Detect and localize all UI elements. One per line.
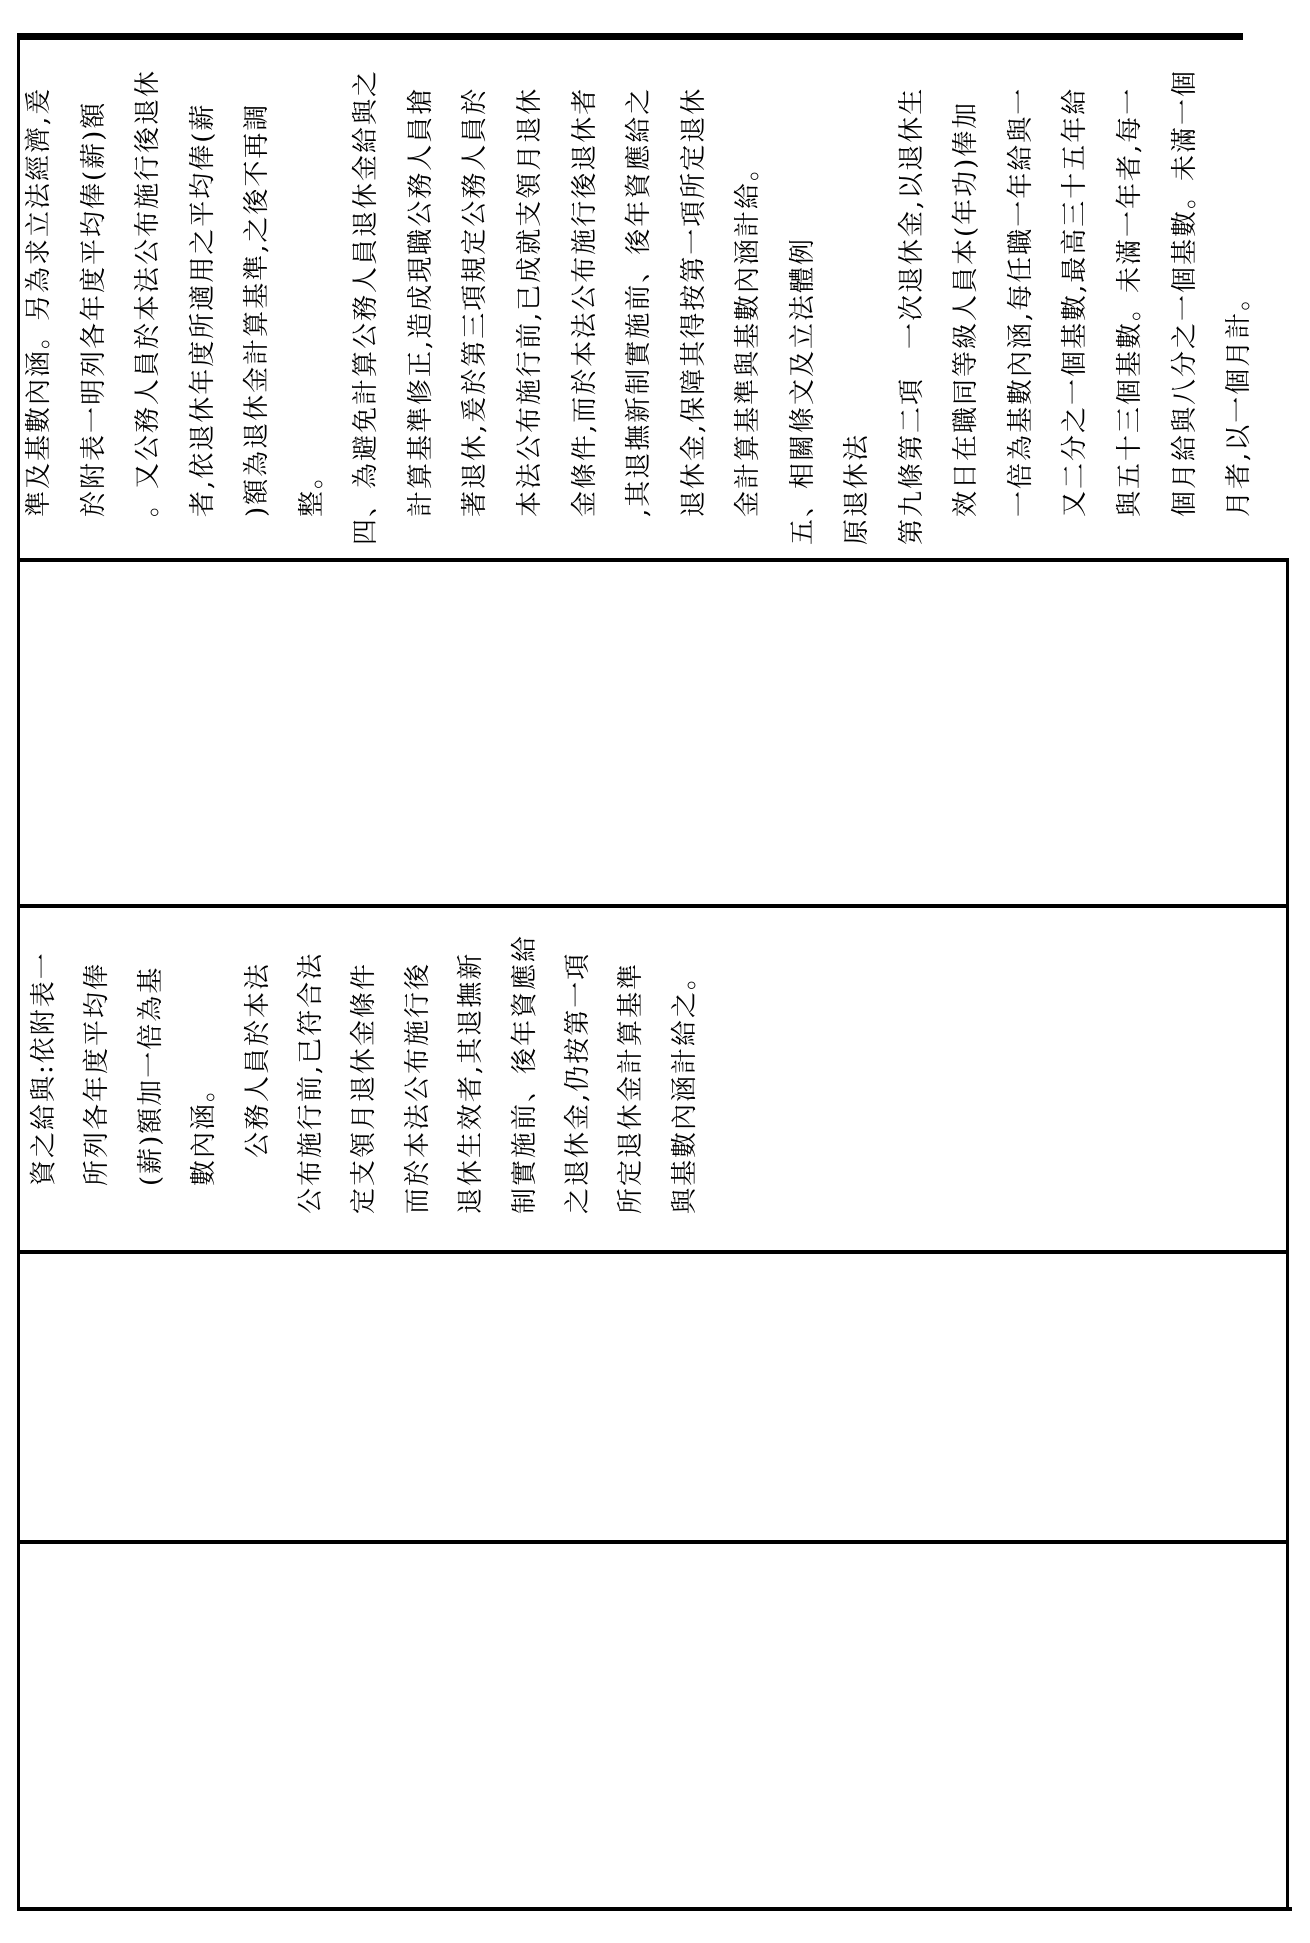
explanation-column [0, 33, 1310, 562]
explanation-line: )額為退休金計算基準,之後不再調 [242, 102, 273, 517]
explanation-line: 月者,以一個月計。 [1224, 282, 1255, 517]
explanation-line: 與五十三個基數。未滿一年者,每一 [1115, 86, 1145, 517]
explanation-line: 本法公布施行前,已成就支領月退休 [514, 86, 545, 517]
provision-line: 制實施前、後年資應給 [509, 933, 540, 1214]
explanation-line: 四、為避免計算公務人員退休金給與之 [351, 68, 382, 545]
provision-line: 公務人員於本法 [242, 961, 273, 1158]
table-cell-empty-1 [0, 1544, 1310, 1907]
explanation-line: 原退休法 [842, 432, 873, 545]
provision-line: 資之給與:依附表一 [29, 951, 59, 1186]
explanation-line: 著退休,爰於第三項規定公務人員於 [460, 86, 491, 517]
explanation-line: 第九條第二項 一次退休金,以退休生 [896, 86, 927, 545]
explanation-line: 五、相關條文及立法體例 [787, 236, 818, 545]
explanation-line: 效日在職同等級人員本(年功)俸加 [951, 100, 982, 517]
provision-line: 退休生效者,其退撫新 [456, 951, 487, 1214]
explanation-line: 者,依退休年度所適用之平均俸(薪 [187, 102, 218, 517]
explanation-line: 又二分之一個基數,最高三十五年給 [1060, 86, 1091, 517]
explanation-line: 整。 [296, 460, 327, 517]
provision-column [0, 908, 1310, 1254]
explanation-line: 準及基數內涵。另為求立法經濟,爰 [24, 86, 54, 517]
explanation-line: 金計算基準與基數內涵計給。 [733, 152, 764, 517]
provision-line: 數內涵。 [189, 1073, 220, 1186]
explanation-line: 於附表一明列各年度平均俸(薪)額 [78, 100, 109, 517]
table-border-left [17, 1907, 1292, 1911]
table-cell-empty-3 [0, 562, 1310, 904]
explanation-line: ,其退撫新制實施前、後年資應給之 [624, 86, 655, 517]
explanation-line: 退休金,保障其得按第一項所定退休 [678, 86, 709, 517]
provision-line: 公布施行前,已符合法 [296, 951, 326, 1214]
provision-line: 定支領月退休金條件 [349, 961, 380, 1214]
provision-line: 所列各年度平均俸 [82, 961, 113, 1186]
provision-line: 而於本法公布施行後 [402, 961, 433, 1214]
provision-line: (薪)額加一倍為基 [135, 965, 166, 1186]
explanation-line: 。又公務人員於本法公布施行後退休 [133, 68, 164, 517]
table-cell-empty-2 [0, 1254, 1310, 1540]
explanation-line: 個月給與八分之一個基數。未滿一個 [1169, 68, 1200, 517]
explanation-line: 一倍為基數內涵,每任職一年給與一 [1005, 86, 1036, 517]
provision-line: 與基數內涵計給之。 [669, 961, 700, 1214]
provision-line: 所定退休金計算基準 [616, 961, 647, 1214]
provision-line: 之退休金,仍按第一項 [563, 951, 593, 1214]
explanation-line: 計算基準修正,造成現職公務人員搶 [405, 86, 436, 517]
explanation-line: 金條件,而於本法公布施行後退休者 [569, 86, 600, 517]
